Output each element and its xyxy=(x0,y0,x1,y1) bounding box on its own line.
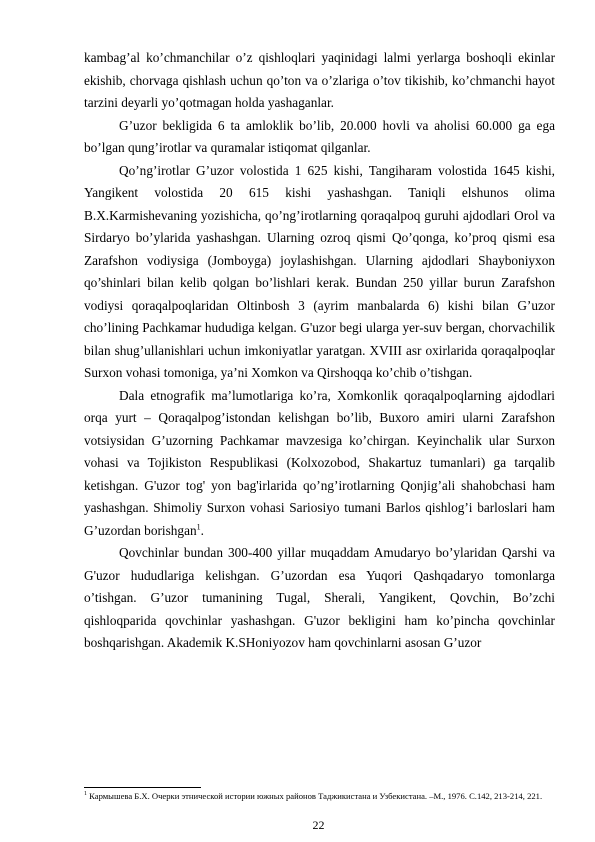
paragraph-4 xyxy=(84,385,555,543)
document-body xyxy=(84,47,555,655)
footnote-separator xyxy=(84,787,201,788)
footnote-reference[interactable]: 1 xyxy=(196,522,201,532)
page-number: 22 xyxy=(312,818,325,832)
footnote-text: Кармышева Б.Х. Очерки этнической истории южных районов Таджикистана и Узбекистана. –М., 1976. С.142, 213-214, 221. xyxy=(87,791,543,801)
paragraph-5: Qovchinlar bundan 300-400 yillar muqaddam Amudaryo bo’ylaridan Qarshi va G'uzor hududlariga kelishgan. G’uzordan esa Yuqori Qashqadaryo tomonlarga o’tishgan. G’uzor tumanining Tugal, Sherali, Yangikent, Qovchin, Bo’zchi qishloqparida qovchinlar yashashgan. G'uzor bekligini ham ko’pincha qovchinlar boshqarishgan. Akademik K.SHoniyozov ham qovchinlarni asosan G’uzor xyxy=(84,545,555,650)
paragraph-3: Qo’ng’irotlar G’uzor volostida 1 625 kishi, Tangiharam volostida 1645 kishi, Yangikent volostida 20 615 kishi yashashgan. Taniqli elshunos olima B.X.Karmishevaning yozishicha, qo’ng’irotlarning qoraqalpoq guruhi ajdodlari Orol va Sirdaryo bo’ylarida yashashgan. Ularning ozroq qismi Qo’qonga, ko’proq qismi esa Zarafshon vodiysiga (Jomboyga) joylashishgan. Ularning ajdodlari Shayboniyxon qo’shinlari bilan kelib qolgan bo’lishlari kerak. Bundan 250 yillar burun Zarafshon vodiysi qoraqalpoqlaridan Oltinbosh 3 (ayrim manbalarda 6) kishi bilan G’uzor cho’lining Pachkamar hududiga kelgan. G'uzor begi ularga yer-suv bergan, chorvachilik bilan shug’ullanishlari uchun imkoniyatlar yaratgan. XVIII asr oxirlarida qoraqalpoqlar Surxon vohasi tomoniga, ya’ni Xomkon va Qirshoqqa ko’chib o’tishgan. xyxy=(84,162,555,380)
paragraph-4-end: . xyxy=(200,522,204,538)
paragraph-1: kambag’al ko’chmanchilar o’z qishloqlari yaqinidagi lalmi yerlarga boshoqli ekinlar ekishib, chorvaga qishlash uchun qo’ton va o’zlariga o’tov tikishib, ko’chmanchi hayot tarzini deyarli yo’qotmagan holda yashaganlar. xyxy=(84,50,555,110)
footnote-marker: 1 xyxy=(84,791,87,798)
footnote xyxy=(84,791,555,803)
paragraph-2: G’uzor bekligida 6 ta amloklik bo’lib, 20.000 hovli va aholisi 60.000 ga ega bo’lgan qung’irotlar va quramalar istiqomat qilganlar. xyxy=(84,117,555,155)
paragraph-4-text: Dala etnografik ma’lumotlariga ko’ra, Xomkonlik qoraqalpoqlarning ajdodlari orqa yurt – Qoraqalpog’istondan kelishgan bo’lib, Buxoro amiri ularni Zarafshon votsiysidan G’uzorning Pachkamar mavzesiga ko’chirgan. Keyinchalik ular Surxon vohasi va Tojikiston Respublikasi (Kolxozobod, Shakartuz tumanlari) ga tarqalib ketishgan. G'uzor tog' yon bag'irlarida qo’ng’irotlarning Qonjig’ali shahobchasi ham yashashgan. Shimoliy Surxon vohasi Sariosiyo tumani Barlos qishlog’i barloslari ham G’uzordan borishgan xyxy=(84,387,555,538)
